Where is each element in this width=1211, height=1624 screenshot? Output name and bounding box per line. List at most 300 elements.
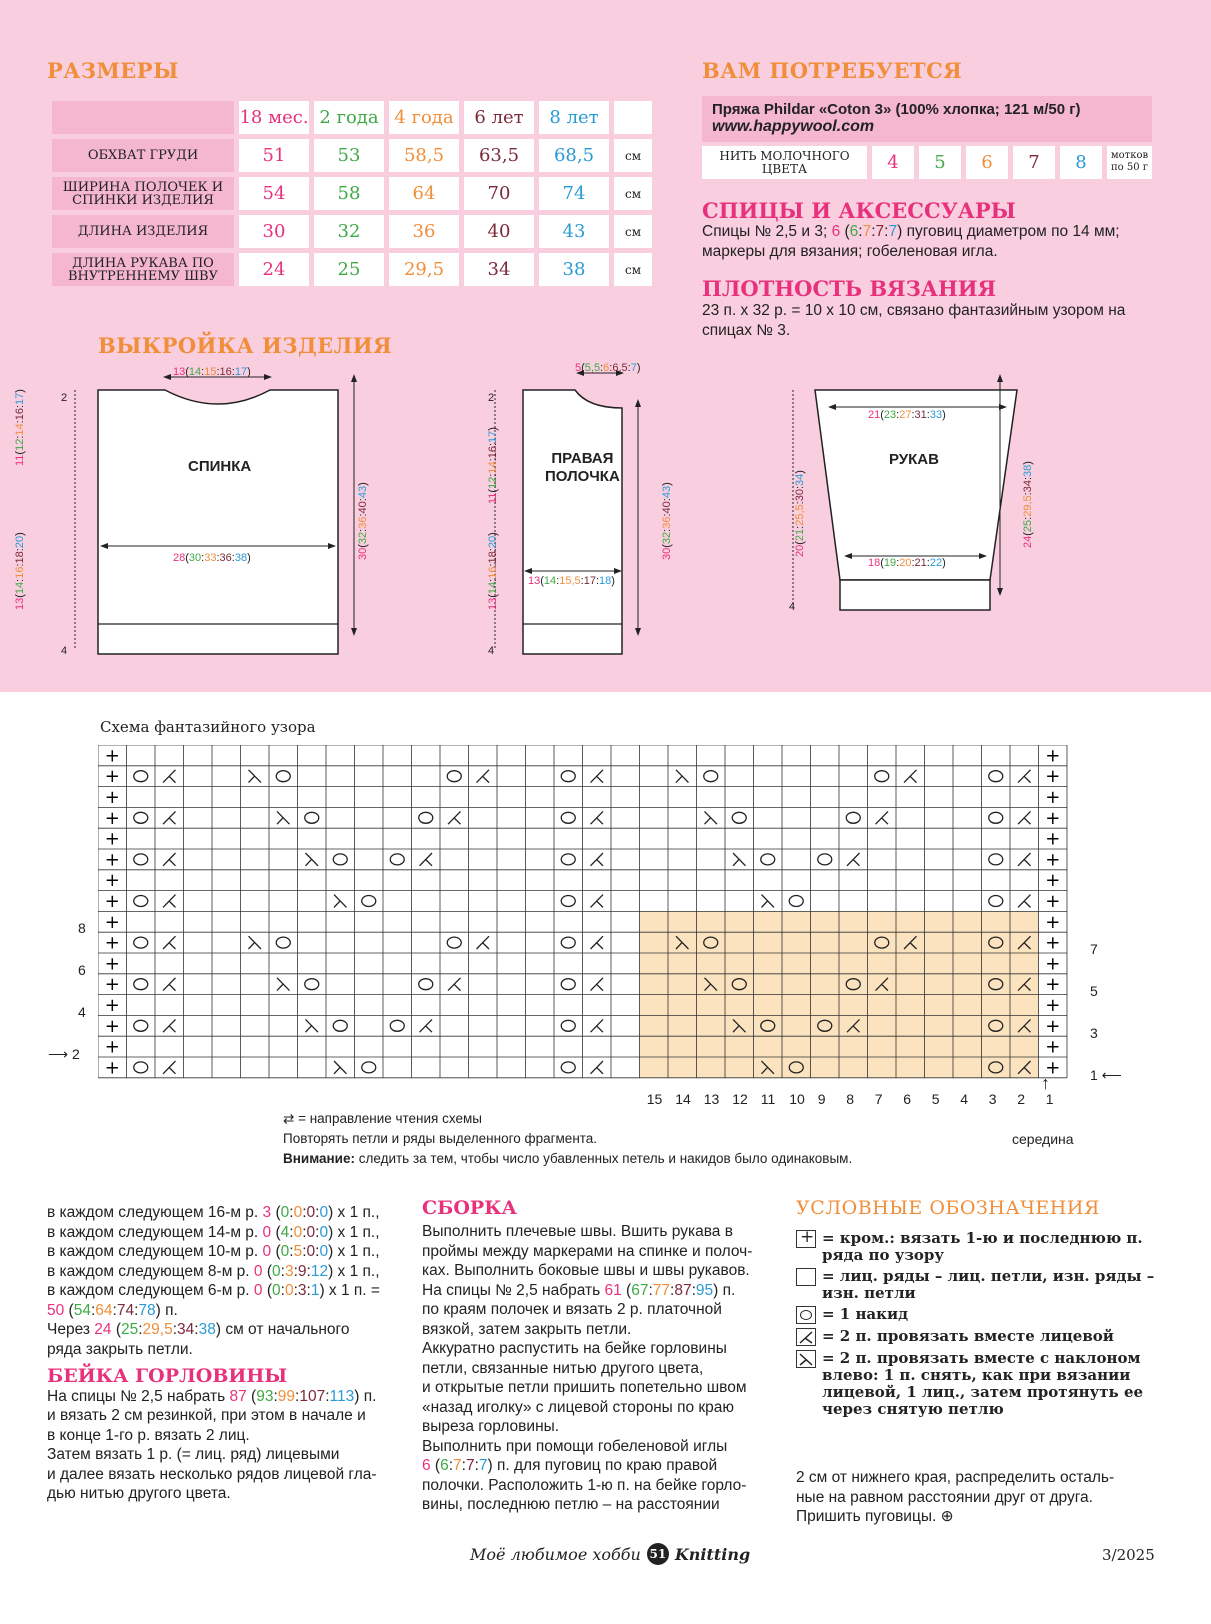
magazine-name: Моё любимое хобби bbox=[470, 1544, 641, 1564]
yarn-over-icon bbox=[561, 896, 575, 907]
yarn-over-icon bbox=[134, 937, 148, 948]
front-upper-dim: 11(12:14:16:17) bbox=[487, 427, 499, 504]
value: 1 bbox=[310, 1282, 320, 1299]
yarn-over-icon bbox=[561, 771, 575, 782]
column-number: 1 bbox=[1045, 1091, 1054, 1107]
value: 20 bbox=[899, 557, 912, 569]
ssk-icon bbox=[277, 978, 290, 991]
yarn-over-icon bbox=[305, 979, 319, 990]
value: 67 bbox=[631, 1281, 649, 1299]
text-line: полочки. Расположить 1-ю п. на бейке горло- bbox=[422, 1476, 747, 1494]
k2tog-icon bbox=[904, 770, 917, 783]
yarn-over-icon bbox=[989, 771, 1003, 782]
front-width-dim: 13(14:15,5:17:18) bbox=[528, 575, 615, 587]
needs-title: ВАМ ПОТРЕБУЕТСЯ bbox=[702, 58, 963, 83]
back-upper-dim: 11(12:14:16:17) bbox=[14, 389, 26, 466]
right-row-num: 7 bbox=[1090, 941, 1098, 957]
value: 25,5 bbox=[794, 504, 806, 526]
text-line: 6 (6:7:7:7) п. для пуговиц по краю правой bbox=[422, 1457, 718, 1474]
edge-plus-icon: + bbox=[104, 870, 120, 892]
value: следить за тем, чтобы число убавленных петель и накидов было одинаковым. bbox=[354, 1151, 853, 1166]
edge-plus-icon: + bbox=[104, 807, 120, 829]
value: 7 bbox=[453, 1457, 462, 1474]
front-piece bbox=[523, 390, 622, 654]
value: 2 bbox=[71, 1046, 80, 1062]
value: 0 bbox=[262, 1223, 272, 1241]
value: 14 bbox=[487, 461, 499, 474]
neck-title: БЕЙКА ГОРЛОВИНЫ bbox=[47, 1365, 288, 1387]
value: 13 bbox=[487, 597, 499, 610]
yarn-over-icon bbox=[989, 854, 1003, 865]
pattern-diagrams bbox=[40, 360, 1170, 670]
front-label bbox=[545, 450, 620, 486]
back-neck-dim: 13(14:15:16:17) bbox=[173, 366, 251, 378]
sizes-header-row bbox=[52, 101, 652, 134]
value: 0 bbox=[253, 1262, 263, 1280]
ssk-icon bbox=[796, 1350, 816, 1368]
edge-plus-icon: + bbox=[1045, 911, 1061, 933]
edge-plus-icon: + bbox=[1045, 828, 1061, 850]
sleeve-rib-dim: 4 bbox=[789, 601, 796, 613]
column-number: 10 bbox=[789, 1091, 805, 1107]
edge-plus-icon: + bbox=[104, 891, 120, 912]
k2tog-icon bbox=[477, 770, 490, 783]
value: 5 bbox=[575, 362, 582, 374]
value: 50 bbox=[47, 1301, 65, 1319]
size-value: 58,5 bbox=[389, 139, 459, 172]
yarn-over-icon bbox=[362, 896, 376, 907]
edge-plus-icon: + bbox=[1045, 974, 1061, 996]
value: 30 bbox=[188, 552, 202, 564]
left-row-num: 4 bbox=[78, 1004, 86, 1020]
value: 30 bbox=[661, 547, 673, 560]
yarn-over-icon bbox=[419, 812, 433, 823]
value: в каждом следующем 6-м р. bbox=[47, 1282, 254, 1299]
sizes-title: РАЗМЕРЫ bbox=[47, 58, 179, 83]
k2tog-icon bbox=[477, 936, 490, 949]
value: 16 bbox=[219, 366, 232, 378]
value: 99 bbox=[277, 1387, 296, 1405]
value: 0 bbox=[280, 1204, 290, 1221]
value: = кром.: вязать 1-ю и последнюю п. ряда по узору bbox=[822, 1229, 1143, 1264]
value: 19 bbox=[883, 557, 897, 569]
value: 14 bbox=[14, 423, 26, 436]
k2tog-icon bbox=[591, 936, 604, 949]
value: 0 bbox=[293, 1223, 303, 1241]
row-label: ДЛИНА РУКАВА ПО ВНУТРЕННЕМУ ШВУ bbox=[52, 253, 234, 286]
column-number: 2 bbox=[1017, 1091, 1026, 1107]
value: 7 bbox=[888, 223, 898, 240]
legend-item bbox=[796, 1227, 1161, 1264]
text-line: ряда закрыть петли. bbox=[47, 1340, 193, 1358]
value: На спицы № 2,5 набрать bbox=[47, 1387, 230, 1405]
edge-plus-icon: + bbox=[104, 911, 120, 933]
size-header: 6 лет bbox=[464, 101, 534, 134]
text-line: «назад иголку» с лицевой стороны по краю bbox=[422, 1398, 735, 1416]
skein-count: 7 bbox=[1013, 146, 1055, 179]
front-shoulder-dim: 2 bbox=[488, 392, 495, 404]
edge-plus-icon: + bbox=[104, 849, 120, 871]
k2tog-icon bbox=[591, 895, 604, 908]
column-number: 11 bbox=[760, 1091, 776, 1107]
sleeve-bottom-dim: 18(19:20:21:22) bbox=[868, 557, 946, 569]
value: 24 bbox=[1022, 535, 1034, 548]
yarn-over-icon bbox=[989, 896, 1003, 907]
skein-count: 4 bbox=[872, 146, 914, 179]
value: 87 bbox=[229, 1387, 247, 1405]
value: см от начального bbox=[221, 1321, 350, 1338]
yarn-over-icon bbox=[561, 854, 575, 865]
value: 5,5 bbox=[584, 362, 601, 374]
ssk-icon bbox=[306, 853, 319, 866]
needles-text-b: пуговиц диаметром по 14 мм; маркеры для вязания; гобеленовая игла. bbox=[702, 223, 1120, 260]
value: 40 bbox=[661, 501, 673, 514]
value: 7 bbox=[465, 1457, 475, 1474]
row-label: ОБХВАТ ГРУДИ bbox=[52, 139, 234, 172]
yarn-over-icon bbox=[134, 854, 148, 865]
edge-plus-icon: + bbox=[1045, 870, 1061, 892]
column-number: 7 bbox=[874, 1091, 883, 1107]
value: 24 bbox=[94, 1321, 112, 1338]
back-lower-dim: 13(14:16:18:20) bbox=[14, 532, 26, 610]
size-value: 51 bbox=[239, 139, 309, 172]
text-line: 50 (54:64:74:78) п. bbox=[47, 1301, 178, 1319]
yarn-over-icon bbox=[789, 896, 803, 907]
yarn-over-icon bbox=[305, 812, 319, 823]
center-arrow-icon: ↑ bbox=[1041, 1073, 1050, 1093]
value: в каждом следующем 16-м р. bbox=[47, 1204, 263, 1221]
k2tog-icon bbox=[163, 770, 176, 783]
edge-plus-icon: + bbox=[104, 828, 120, 850]
text-line: в каждом следующем 8-м р. 0 (0:3:9:12) х 1 п., bbox=[47, 1262, 380, 1280]
skein-count: 8 bbox=[1060, 146, 1102, 179]
k2tog-icon bbox=[448, 811, 461, 824]
value: 27 bbox=[899, 409, 912, 421]
edge-plus-icon: + bbox=[1045, 932, 1061, 954]
back-shoulder-dim: 2 bbox=[61, 392, 68, 404]
front-rib-dim: 4 bbox=[488, 645, 495, 657]
yarn-over-icon bbox=[134, 896, 148, 907]
needles-text: Спицы № 2,5 и 3; 6 (6:7:7:7) пуговиц диаметром по 14 мм; маркеры для вязания; гобеленовая игла. bbox=[702, 223, 1120, 260]
column-3-end bbox=[796, 1468, 1161, 1527]
value: 0 bbox=[280, 1243, 290, 1260]
legend-item bbox=[796, 1328, 1161, 1346]
value: в каждом следующем 10-м р. bbox=[47, 1243, 263, 1260]
k2tog-icon bbox=[591, 770, 604, 783]
legend-item bbox=[796, 1268, 1161, 1302]
value: 31 bbox=[914, 409, 927, 421]
front-label-line: ПРАВАЯ bbox=[551, 450, 614, 467]
value: 20 bbox=[794, 544, 806, 557]
value: 87 bbox=[674, 1281, 692, 1299]
value: 36 bbox=[219, 552, 232, 564]
legend-item bbox=[796, 1306, 1161, 1324]
value: 0 bbox=[319, 1243, 329, 1260]
k2tog-icon bbox=[591, 853, 604, 866]
value: 6 bbox=[440, 1457, 449, 1474]
yarn-over-icon bbox=[561, 979, 575, 990]
edge-plus-icon: + bbox=[1045, 787, 1061, 808]
value: = лиц. ряды – лиц. петли, изн. ряды – изн. петли bbox=[822, 1267, 1155, 1302]
column-number: 14 bbox=[675, 1091, 691, 1107]
text-line: ные на равном расстоянии друг от друга. bbox=[796, 1488, 1093, 1506]
value: 0 bbox=[293, 1204, 303, 1221]
legend bbox=[796, 1227, 1161, 1422]
ssk-icon bbox=[733, 853, 746, 866]
value: 107 bbox=[299, 1387, 326, 1405]
sleeve-total-dim: 24(25:29,5:34:38) bbox=[1022, 461, 1034, 548]
value: 93 bbox=[256, 1387, 274, 1405]
text-line: Затем вязать 1 р. (= лиц. ряд) лицевыми bbox=[47, 1446, 340, 1463]
value: 14 bbox=[487, 581, 499, 595]
value: 4 bbox=[280, 1223, 290, 1241]
value: 16 bbox=[487, 446, 499, 459]
size-value: 24 bbox=[239, 253, 309, 286]
value: 77 bbox=[652, 1281, 671, 1299]
ssk-icon bbox=[306, 1019, 319, 1032]
value: 16 bbox=[487, 566, 499, 579]
front-lower-dim: 13(14:16:18:20) bbox=[487, 532, 499, 610]
edge-plus-icon: + bbox=[104, 995, 120, 1016]
text-line: вязкой, затем закрыть петли. bbox=[422, 1320, 632, 1338]
column-number: 9 bbox=[817, 1091, 826, 1107]
k2tog-icon bbox=[876, 811, 889, 824]
value: 14 bbox=[188, 366, 202, 378]
needles-title: СПИЦЫ И АКСЕССУАРЫ bbox=[702, 198, 1016, 223]
back-label: СПИНКА bbox=[188, 458, 252, 475]
size-value: 54 bbox=[239, 177, 309, 210]
k2tog-icon bbox=[163, 811, 176, 824]
front-total-dim: 30(32:36:40:43) bbox=[661, 482, 673, 560]
center-label: середина bbox=[1012, 1131, 1074, 1147]
sleeve-side-dim: 20(21:25,5:30:34) bbox=[794, 470, 806, 557]
value: = 2 п. провязать вместе лицевой bbox=[822, 1327, 1114, 1345]
size-value: 53 bbox=[314, 139, 384, 172]
column-number: 8 bbox=[846, 1091, 855, 1107]
brand-name: Knitting bbox=[674, 1544, 751, 1564]
ssk-icon bbox=[705, 811, 718, 824]
yarn-over-icon bbox=[390, 1020, 404, 1031]
value: 34 bbox=[177, 1321, 195, 1338]
website-link[interactable]: www.happywool.com bbox=[712, 118, 875, 135]
ssk-icon bbox=[334, 895, 347, 908]
k2tog-icon bbox=[1018, 895, 1031, 908]
edge-plus-icon: + bbox=[104, 1036, 120, 1058]
unit-cell: см bbox=[614, 215, 652, 248]
value: 25 bbox=[120, 1321, 139, 1338]
value: 33 bbox=[929, 409, 943, 421]
value: п. bbox=[160, 1301, 178, 1319]
edge-plus-icon: + bbox=[104, 932, 120, 954]
needles-text-a: Спицы № 2,5 и 3; bbox=[702, 223, 832, 240]
value: 13 bbox=[528, 575, 541, 587]
k2tog-icon bbox=[591, 978, 604, 991]
left-row-num: 8 bbox=[78, 920, 86, 936]
size-value: 29,5 bbox=[389, 253, 459, 286]
value: 32 bbox=[357, 531, 369, 545]
value: 0 bbox=[262, 1243, 272, 1260]
edge-plus-icon: + bbox=[1045, 1057, 1061, 1079]
value: 7 bbox=[875, 223, 885, 240]
note-warning bbox=[283, 1151, 852, 1166]
size-value: 25 bbox=[314, 253, 384, 286]
value: 0 bbox=[306, 1204, 316, 1221]
value: 9 bbox=[297, 1262, 307, 1280]
stitch-chart bbox=[98, 745, 1078, 1090]
value: 5 bbox=[293, 1243, 303, 1260]
size-header: 4 года bbox=[389, 101, 459, 134]
value: 17 bbox=[487, 430, 499, 443]
value: 7 bbox=[862, 223, 872, 240]
back-piece bbox=[98, 390, 338, 654]
yarn-over-icon bbox=[818, 854, 832, 865]
value: Через bbox=[47, 1321, 95, 1338]
value: 11 bbox=[487, 492, 499, 504]
value: = направление чтения схемы bbox=[298, 1111, 482, 1126]
value: 23 bbox=[883, 409, 897, 421]
k2tog-icon bbox=[448, 978, 461, 991]
front-label-line: ПОЛОЧКА bbox=[545, 468, 620, 485]
skein-count: 5 bbox=[919, 146, 961, 179]
value: х 1 п. = bbox=[324, 1282, 380, 1299]
text-line: Выполнить при помощи гобеленовой иглы bbox=[422, 1437, 728, 1455]
value: 74 bbox=[116, 1301, 135, 1319]
right-row-num: 5 bbox=[1090, 983, 1098, 999]
value: 0 bbox=[253, 1282, 263, 1299]
value: 30 bbox=[794, 489, 806, 502]
page-number: 51 bbox=[647, 1543, 669, 1565]
edge-plus-icon: + bbox=[1045, 745, 1061, 767]
column-2 bbox=[422, 1222, 782, 1515]
ssk-icon bbox=[249, 770, 262, 783]
column-number: 4 bbox=[960, 1091, 969, 1107]
size-header: 8 лет bbox=[539, 101, 609, 134]
value: 14 bbox=[14, 581, 26, 595]
column-number: 5 bbox=[931, 1091, 940, 1107]
text-line: дью нитью другого цвета. bbox=[47, 1485, 231, 1502]
size-value: 34 bbox=[464, 253, 534, 286]
left-row-num-2: ⟶ 2 bbox=[48, 1046, 80, 1062]
value: 1 bbox=[1090, 1067, 1098, 1083]
text-line: в конце 1-го р. вязать 2 лиц. bbox=[47, 1426, 250, 1444]
value: 6 bbox=[422, 1457, 431, 1474]
yarn-over-icon bbox=[561, 1020, 575, 1031]
text-line: в каждом следующем 6-м р. 0 (0:0:3:1) х 1 п. = bbox=[47, 1282, 380, 1299]
edge-plus-icon: + bbox=[104, 1015, 120, 1037]
yarn-over-icon bbox=[796, 1306, 816, 1324]
yarn-over-icon bbox=[561, 1062, 575, 1073]
value: 18 bbox=[868, 557, 881, 569]
edge-plus-icon: + bbox=[1045, 1015, 1061, 1037]
column-number: 6 bbox=[903, 1091, 912, 1107]
unit-cell: см bbox=[614, 253, 652, 286]
value: 32 bbox=[661, 531, 673, 545]
text-line: ках. Выполнить боковые швы и швы рукавов. bbox=[422, 1262, 750, 1279]
back-total-dim: 30(32:36:40:43) bbox=[357, 482, 369, 560]
yarn-box bbox=[702, 96, 1152, 142]
yarn-over-icon bbox=[732, 812, 746, 823]
ssk-icon bbox=[676, 770, 689, 783]
value: п. для пуговиц по краю правой bbox=[492, 1457, 718, 1474]
gauge-text: 23 п. х 32 р. = 10 х 10 см, связано фантазийным узором на спицах № 3. bbox=[702, 302, 1126, 339]
k2tog-icon bbox=[591, 811, 604, 824]
ssk-icon bbox=[277, 811, 290, 824]
row-label: ШИРИНА ПОЛОЧЕК И СПИНКИ ИЗДЕЛИЯ bbox=[52, 177, 234, 210]
value: 38 bbox=[1022, 464, 1034, 477]
value: 43 bbox=[357, 485, 369, 499]
text-line: и далее вязать несколько рядов лицевой гла- bbox=[47, 1465, 377, 1483]
value: п. bbox=[359, 1387, 377, 1405]
value: = 1 накид bbox=[822, 1305, 909, 1323]
skein-count: 6 bbox=[966, 146, 1008, 179]
unit-cell: см bbox=[614, 177, 652, 210]
ssk-icon bbox=[762, 895, 775, 908]
value: 25 bbox=[1022, 519, 1034, 533]
column-number: 3 bbox=[988, 1091, 997, 1107]
value: 21 bbox=[914, 557, 927, 569]
value: 12 bbox=[14, 438, 26, 451]
yarn-over-icon bbox=[276, 771, 290, 782]
value: 0 bbox=[272, 1262, 281, 1280]
size-value: 70 bbox=[464, 177, 534, 210]
k2tog-icon bbox=[163, 895, 176, 908]
yarn-count-row bbox=[702, 146, 1152, 179]
text-line: вины, последнюю петлю – на расстоянии bbox=[422, 1496, 720, 1513]
chart-title: Схема фантазийного узора bbox=[100, 718, 316, 736]
value: 7 bbox=[630, 362, 637, 374]
text-line: по краям полочек и вязать 2 р. платочной bbox=[422, 1301, 722, 1318]
value: 33 bbox=[204, 552, 217, 564]
yarn-over-icon bbox=[846, 812, 860, 823]
row-label: ДЛИНА ИЗДЕЛИЯ bbox=[52, 215, 234, 248]
yarn-over-icon bbox=[134, 771, 148, 782]
back-rib-dim: 4 bbox=[61, 645, 68, 657]
k2tog-icon bbox=[1018, 811, 1031, 824]
value: п. bbox=[718, 1281, 736, 1299]
k2tog-icon bbox=[163, 853, 176, 866]
k2tog-icon bbox=[847, 853, 860, 866]
value: 21 bbox=[794, 528, 806, 542]
k2tog-icon bbox=[1018, 770, 1031, 783]
value: 3 bbox=[262, 1204, 272, 1221]
edge-plus-icon: + bbox=[1045, 1036, 1061, 1058]
value: 30 bbox=[357, 547, 369, 560]
value: 13 bbox=[173, 366, 186, 378]
value: 34 bbox=[794, 473, 806, 486]
yarn-over-icon bbox=[276, 937, 290, 948]
footer-magazine bbox=[470, 1543, 750, 1565]
sizes-corner bbox=[52, 101, 234, 134]
text-line bbox=[796, 1507, 1161, 1527]
text-line: Аккуратно распустить на бейке горловины bbox=[422, 1340, 727, 1357]
size-header: 18 мес. bbox=[239, 101, 309, 134]
value: 6 bbox=[831, 223, 841, 240]
k2tog-icon bbox=[163, 936, 176, 949]
value: х 1 п., bbox=[333, 1262, 380, 1280]
value: 3 bbox=[297, 1282, 307, 1299]
text-line: в каждом следующем 14-м р. 0 (4:0:0:0) х 1 п., bbox=[47, 1223, 380, 1241]
yarn-over-icon bbox=[447, 937, 461, 948]
value: 12 bbox=[310, 1262, 329, 1280]
value: 17 bbox=[14, 392, 26, 405]
value: 36 bbox=[357, 516, 369, 529]
value: 95 bbox=[695, 1281, 714, 1299]
yarn-over-icon bbox=[561, 937, 575, 948]
value: 7 bbox=[478, 1457, 488, 1474]
count-unit: мотков по 50 г bbox=[1107, 146, 1152, 179]
back-width-dim: 28(30:33:36:38) bbox=[173, 552, 251, 564]
end-mark-icon: ⊕ bbox=[940, 1508, 954, 1525]
